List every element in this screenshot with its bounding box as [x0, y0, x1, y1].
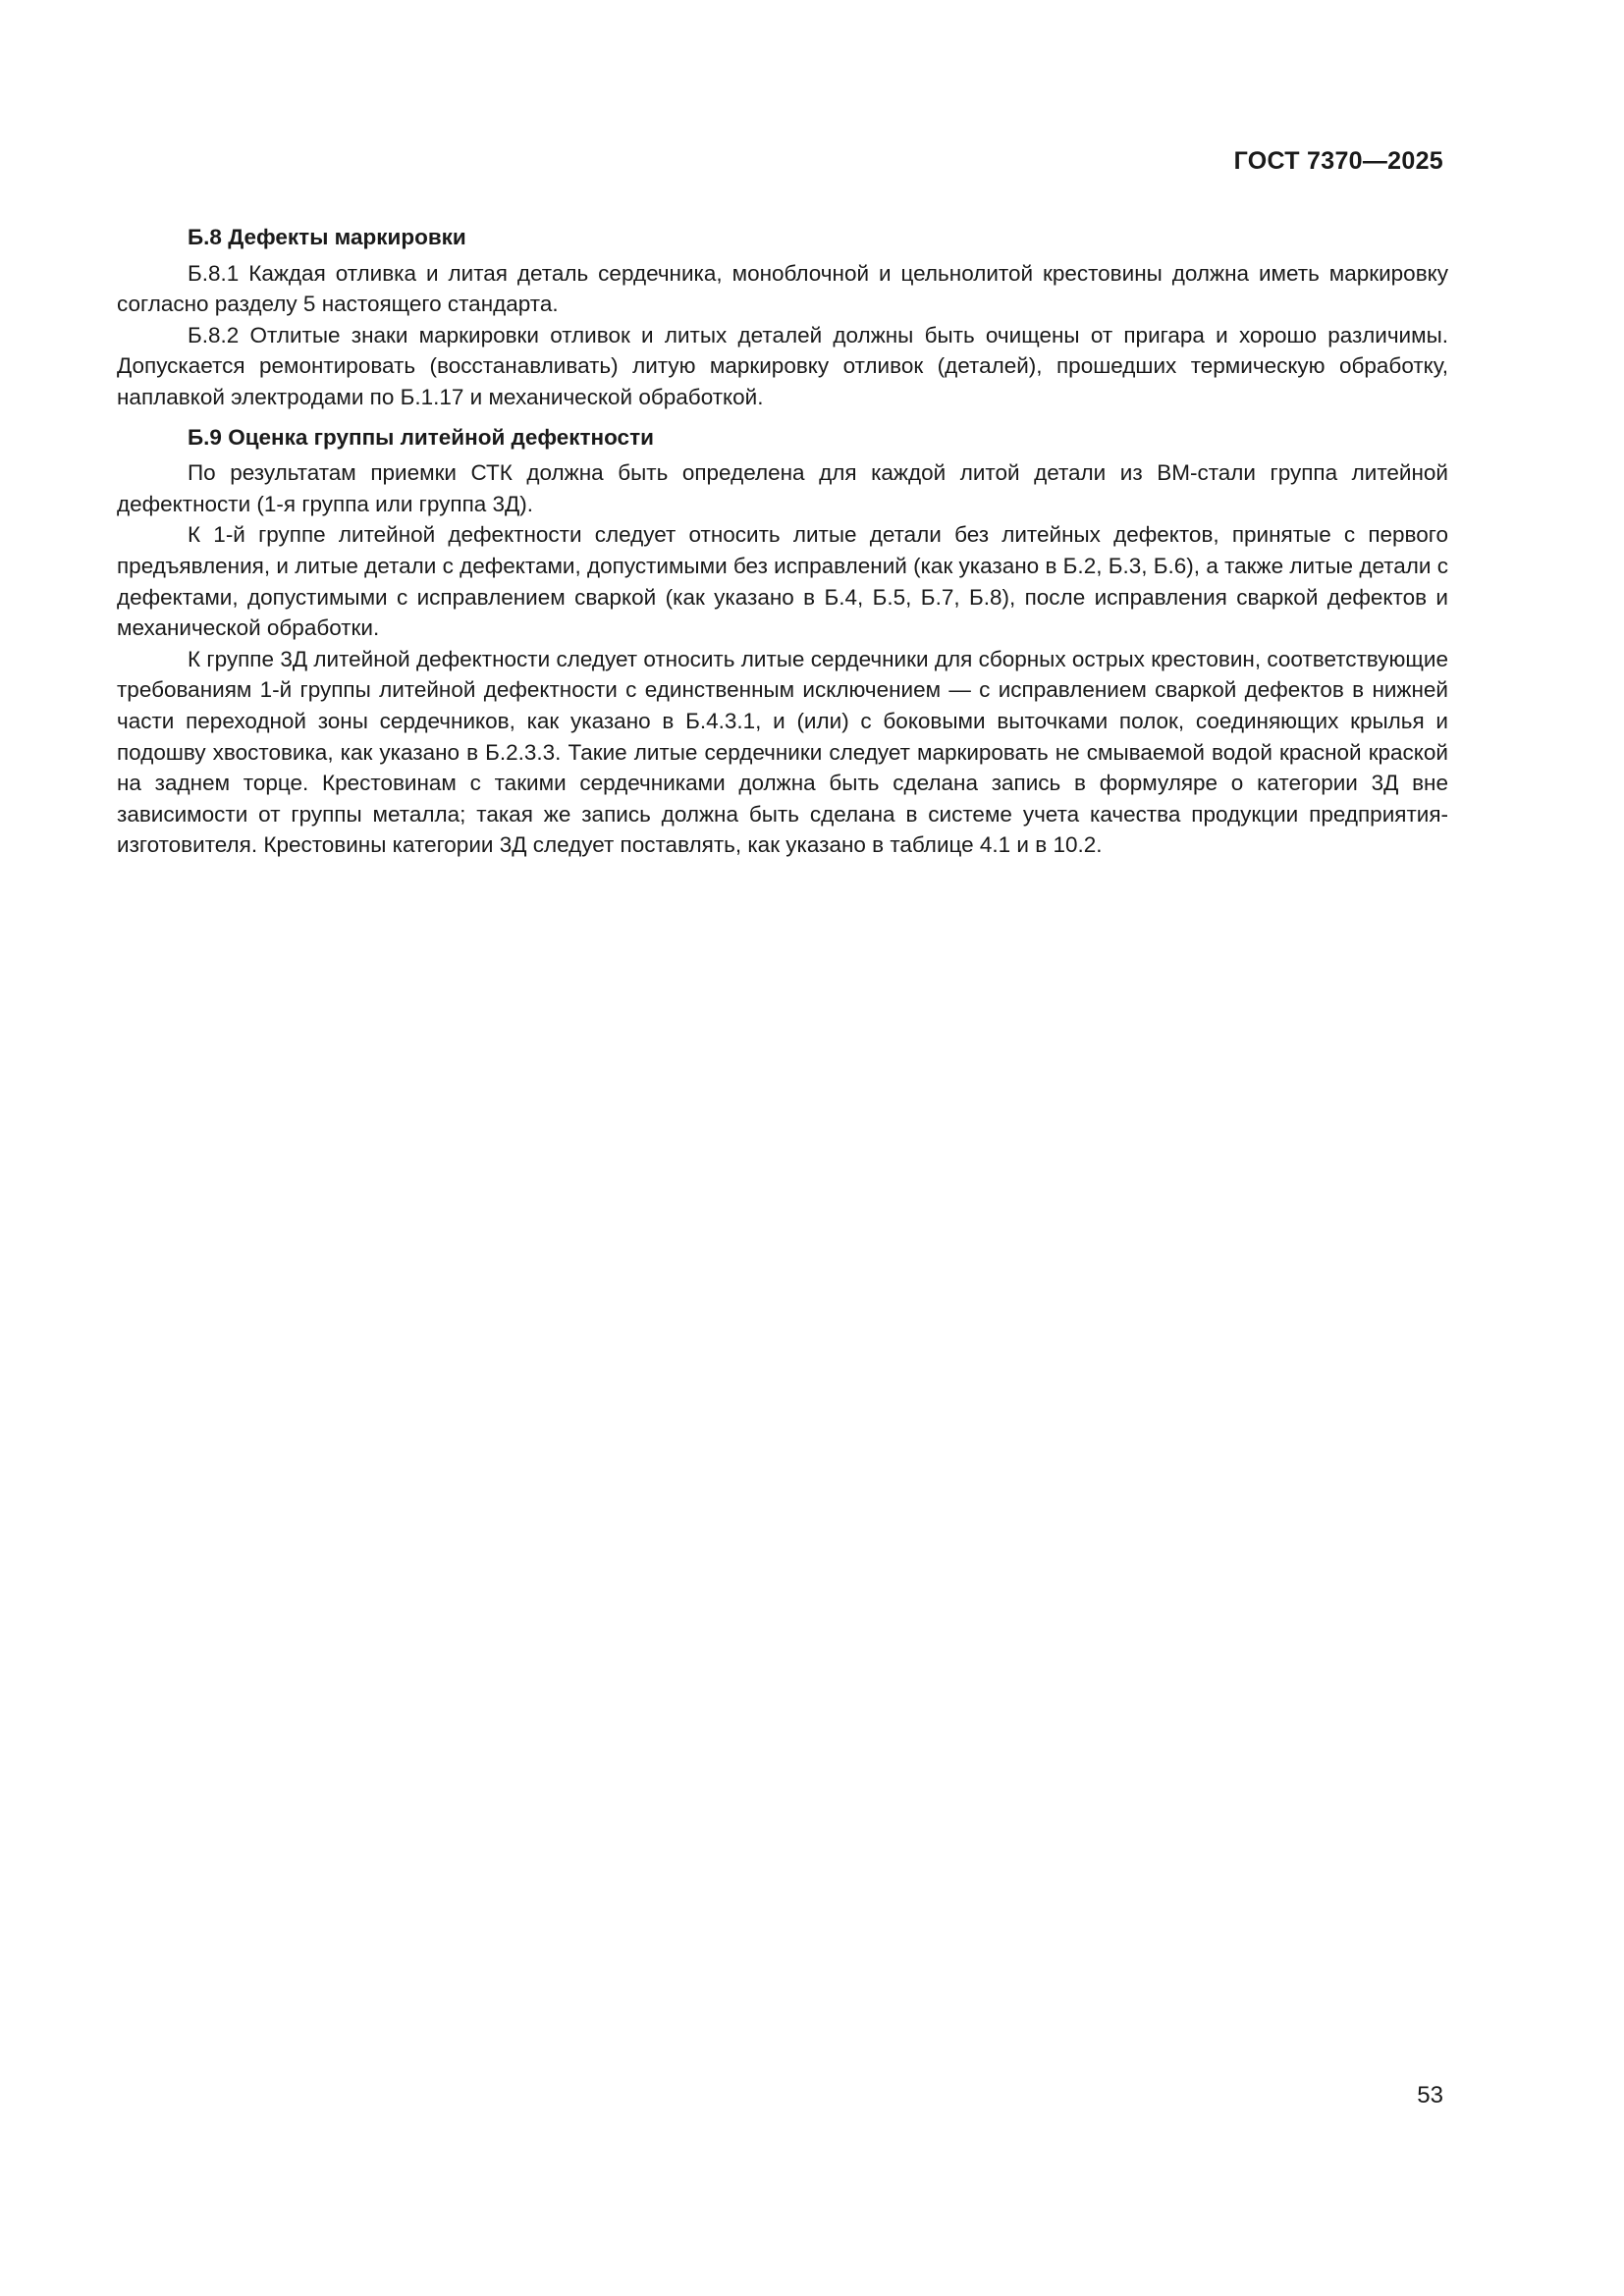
page-number: 53 [1417, 2082, 1443, 2109]
paragraph-b8-1: Б.8.1 Каждая отливка и литая деталь сердечника, моноблочной и цельнолитой крестовины должна иметь маркировку согласно разделу 5 настоящего стандарта. [117, 260, 1448, 317]
section-heading-b9: Б.9 Оценка группы литейной дефектности [188, 424, 654, 450]
paragraph-b8-2: Б.8.2 Отлитые знаки маркировки отливок и литых деталей должны быть очищены от пригара и хорошо различимы. Допускается ремонтировать (восстанавливать) литую маркировку отливок (деталей), прошедших термическую обработку, наплавкой электродами по Б.1.17 и механической обработкой. [117, 322, 1448, 409]
document-code: ГОСТ 7370—2025 [1233, 147, 1443, 175]
page-body [117, 222, 1448, 861]
paragraph-b9-2: К 1-й группе литейной дефектности следует относить литые детали без литейных дефектов, принятые с первого предъявления, и литые детали с дефектами, допустимыми без исправлений (как указано в Б.2, Б.3, Б.6), а также литые детали с дефектами, допустимыми с исправлением сваркой (как указано в Б.4, Б.5, Б.7, Б.8), после исправления сваркой дефектов и механической обработки. [117, 522, 1448, 641]
section-heading-b8: Б.8 Дефекты маркировки [188, 225, 466, 249]
paragraph-b9-1: По результатам приемки СТК должна быть определена для каждой литой детали из ВМ-стали группа литейной дефектности (1-я группа или группа 3Д). [117, 460, 1448, 516]
paragraph-b9-3: К группе 3Д литейной дефектности следует относить литые сердечники для сборных острых крестовин, соответствующие требованиям 1-й группы литейной дефектности с единственным исключением — с исправлением сваркой дефектов в нижней части переходной зоны сердечников, как указано в Б.4.3.1, и (или) с боковыми выточками полок, соединяющих крылья и подошву хвостовика, как указано в Б.2.3.3. Такие литые сердечники следует маркировать не смываемой водой красной краской на заднем торце. Крестовинам с такими сердечниками должна быть сделана запись в формуляре о категории 3Д вне зависимости от группы металла; такая же запись должна быть сделана в системе учета качества продукции предприятия-изготовителя. Крестовины категории 3Д следует поставлять, как указано в таблице 4.1 и в 10.2. [117, 646, 1448, 858]
